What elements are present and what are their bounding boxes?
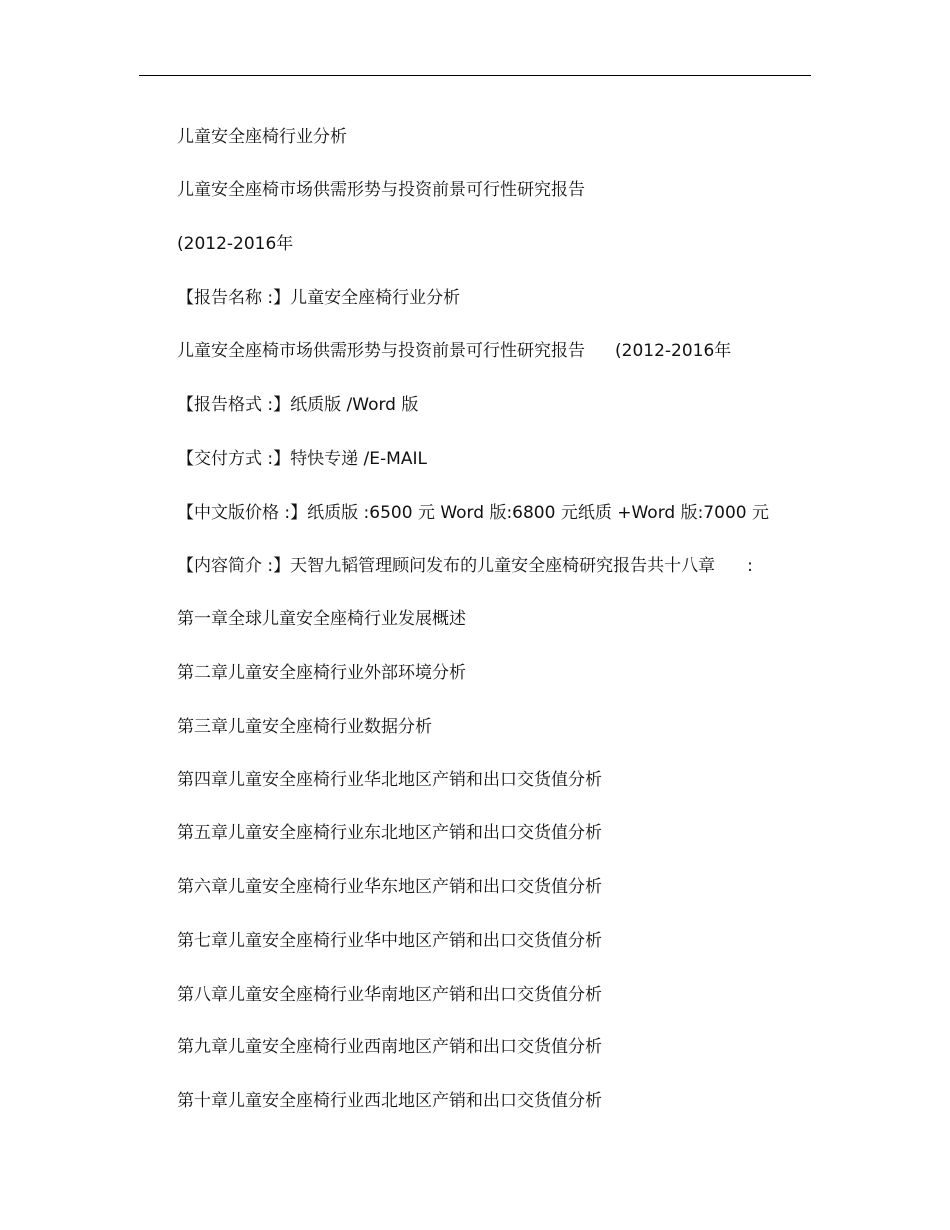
summary-label: 【内容简介 :】: [177, 556, 291, 576]
chapter-item: 第十章儿童安全座椅行业西北地区产销和出口交货值分析: [177, 1091, 602, 1111]
format-line: [177, 394, 418, 416]
price-value: 纸质版 :6500 元 Word 版:6800 元纸质 +Word 版:7000 元: [307, 503, 769, 523]
summary-value: 天智九韬管理顾问发布的儿童安全座椅研究报告共十八章: [290, 556, 716, 576]
summary-line: [177, 555, 753, 577]
chapter-item: 第五章儿童安全座椅行业东北地区产销和出口交货值分析: [177, 823, 602, 843]
delivery-line: [177, 448, 427, 470]
chapter-item: 第四章儿童安全座椅行业华北地区产销和出口交货值分析: [177, 770, 602, 790]
document-subtitle: 儿童安全座椅市场供需形势与投资前景可行性研究报告: [177, 180, 585, 200]
report-name-continued-line: [177, 340, 731, 362]
delivery-value: 特快专递 /E-MAIL: [290, 449, 427, 469]
chapter-item: 第七章儿童安全座椅行业华中地区产销和出口交货值分析: [177, 931, 602, 951]
chapter-item: 第三章儿童安全座椅行业数据分析: [177, 717, 432, 737]
report-name-label: 【报告名称 :】: [177, 288, 291, 308]
report-name-value: 儿童安全座椅行业分析: [290, 288, 461, 308]
chapter-item: 第一章全球儿童安全座椅行业发展概述: [177, 609, 466, 629]
chapter-item: 第八章儿童安全座椅行业华南地区产销和出口交货值分析: [177, 985, 602, 1005]
summary-colon: :: [747, 556, 753, 576]
chapter-item: 第二章儿童安全座椅行业外部环境分析: [177, 663, 466, 683]
format-label: 【报告格式 :】: [177, 395, 291, 415]
header-rule: [139, 75, 811, 76]
price-line: [177, 502, 769, 524]
report-name-years: (2012-2016年: [615, 341, 732, 361]
format-value: 纸质版 /Word 版: [290, 395, 419, 415]
document-title: 儿童安全座椅行业分析: [177, 127, 347, 147]
report-name-line: [177, 287, 460, 309]
chapter-item: 第六章儿童安全座椅行业华东地区产销和出口交货值分析: [177, 877, 602, 897]
report-name-continued: 儿童安全座椅市场供需形势与投资前景可行性研究报告: [177, 341, 585, 361]
delivery-label: 【交付方式 :】: [177, 449, 291, 469]
price-label: 【中文版价格 :】: [177, 503, 308, 523]
document-years: (2012-2016年: [177, 234, 294, 254]
chapter-item: 第九章儿童安全座椅行业西南地区产销和出口交货值分析: [177, 1037, 602, 1057]
